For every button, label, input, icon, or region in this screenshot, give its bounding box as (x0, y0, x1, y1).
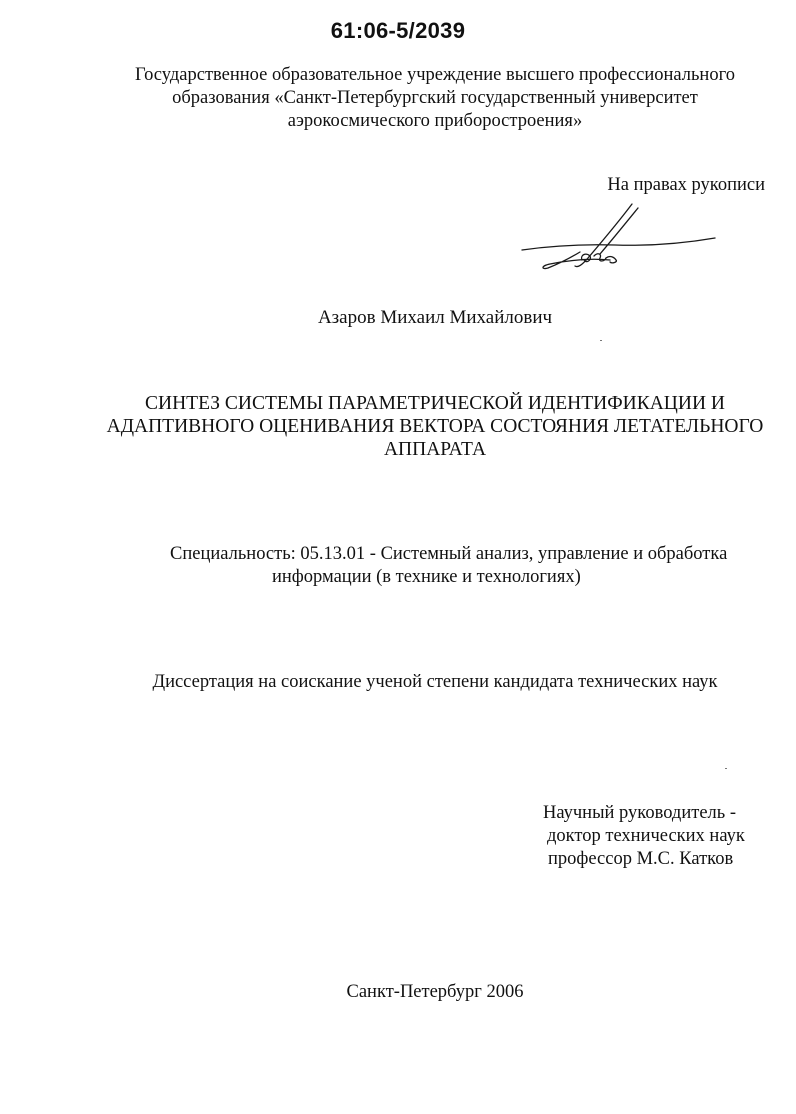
title-line-1: СИНТЕЗ СИСТЕМЫ ПАРАМЕТРИЧЕСКОЙ ИДЕНТИФИКАЦИИ И (144, 393, 725, 414)
dissertation-title (0, 392, 796, 461)
specialty-line-1: Специальность: 05.13.01 - Системный анализ, управление и обработка (170, 544, 728, 564)
advisor-line-2: доктор технических наук (547, 826, 745, 846)
manuscript-rights-note: На правах рукописи (607, 175, 765, 195)
city-year: Санкт-Петербург 2006 (346, 982, 524, 1002)
scan-speck (600, 340, 602, 341)
advisor-line-3: профессор М.С. Катков (548, 849, 734, 869)
scientific-advisor (543, 802, 745, 871)
advisor-line-1: Научный руководитель - (543, 803, 736, 823)
institution-line-3: аэрокосмического приборостроения» (287, 111, 583, 131)
institution-line-1: Государственное образовательное учреждение высшего профессионального (135, 65, 735, 85)
author-name: Азаров Михаил Михайлович (317, 307, 553, 328)
specialty (170, 543, 727, 589)
specialty-line-2: информации (в технике и технологиях) (272, 567, 581, 587)
title-line-2: АДАПТИВНОГО ОЦЕНИВАНИЯ ВЕКТОРА СОСТОЯНИЯ ЛЕТАТЕЛЬНОГО (106, 416, 764, 437)
institution-name (60, 64, 796, 133)
title-line-3: АППАРАТА (383, 439, 487, 460)
dissertation-type: Диссертация на соискание ученой степени кандидата технических наук (152, 672, 718, 692)
catalog-number: 61:06-5/2039 (330, 18, 466, 43)
institution-line-2: образования «Санкт-Петербургский государственный университет (172, 88, 698, 108)
scan-speck (725, 768, 727, 769)
handwritten-signature (520, 200, 720, 280)
